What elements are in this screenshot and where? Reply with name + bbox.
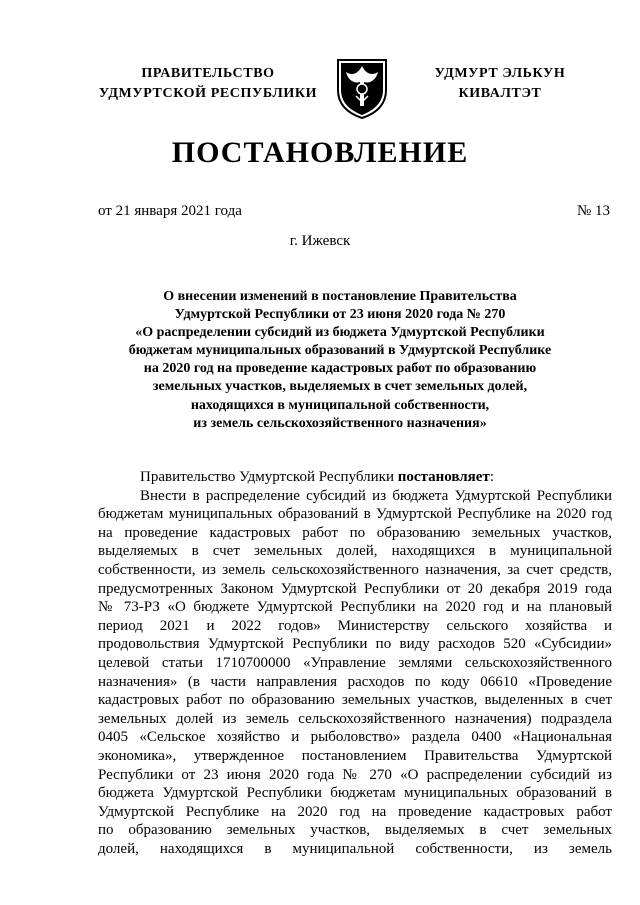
body-line: бюджетам муниципальных образований в Удмуртской Республике на 2020 год <box>98 506 612 523</box>
document-title: ПОСТАНОВЛЕНИЕ <box>171 136 469 169</box>
body-line: долей, находящихся в муниципальной собственности, из земель <box>98 840 612 857</box>
body-line: кадастровых работ по образованию земельных участков, выделенных в счет <box>98 692 612 709</box>
body-line: целевой статьи 1710700000 «Управление землями сельскохозяйственного <box>98 654 612 671</box>
body-line: экономика», утвержденное постановлением Правительства Удмуртской <box>98 747 612 764</box>
document-subject <box>100 288 580 433</box>
body-line: на проведение кадастровых работ по образованию земельных участков, <box>98 524 612 541</box>
document-city: г. Ижевск <box>289 233 351 249</box>
body-line: предусмотренных Законом Удмуртской Республики от 20 декабря 2019 года <box>98 580 612 597</box>
subject-line: на 2020 год на проведение кадастровых работ по образованию <box>143 361 537 377</box>
header-right-authority <box>420 64 580 104</box>
subject-line: О внесении изменений в постановление Правительства <box>163 289 517 304</box>
body-line: Республики от 23 июня 2020 года № 270 «О распределении субсидий из <box>98 766 612 783</box>
subject-line: «О распределении субсидий из бюджета Удмуртской Республики <box>135 325 545 341</box>
document-date: от 21 января 2021 года <box>98 203 242 219</box>
header-left-authority <box>98 64 318 104</box>
body-line: № 73-РЗ «О бюджете Удмуртской Республики на 2020 год и на плановый <box>98 599 612 616</box>
body-line: 0405 «Сельское хозяйство и рыболовство» раздела 0400 «Национальная <box>98 729 612 746</box>
body-line: выделяемых в счет земельных долей, находящихся в муниципальной <box>98 543 612 560</box>
body-line: собственности, из земель сельскохозяйственного назначения, за счет средств, <box>98 561 612 578</box>
body-intro-verb: постановляет <box>397 469 490 485</box>
document-number: № 13 <box>576 203 610 219</box>
body-line: Внести в распределение субсидий из бюджета Удмуртской Республики <box>140 487 612 504</box>
body-line: период 2021 и 2022 годов» Министерству сельского хозяйства и <box>98 617 612 634</box>
header-right-line-2: КИВАЛТЭТ <box>458 86 542 101</box>
body-line: бюджета Удмуртской Республики бюджетам муниципальных образований в <box>98 785 612 802</box>
header-left-line-1: ПРАВИТЕЛЬСТВО <box>141 66 275 81</box>
subject-line: Удмуртской Республики от 23 июня 2020 года № 270 <box>174 307 506 323</box>
subject-line: бюджетам муниципальных образований в Удмуртской Республике <box>128 343 552 359</box>
subject-line: из земель сельскохозяйственного назначения» <box>193 415 487 431</box>
body-intro <box>98 468 612 487</box>
body-line: Удмуртской Республике на 2020 год на проведение кадастровых работ <box>98 803 612 820</box>
body-intro-text: Правительство Удмуртской Республики <box>140 469 398 485</box>
body-intro-colon: : <box>489 469 494 485</box>
document-body <box>98 468 612 858</box>
body-line: по образованию земельных участков, выделяемых в счет земельных <box>98 822 612 839</box>
body-line: назначения» (в части направления расходов по коду 06610 «Проведение <box>98 673 612 690</box>
header-right-line-1: УДМУРТ ЭЛЬКУН <box>434 66 566 81</box>
header-left-line-2: УДМУРТСКОЙ РЕСПУБЛИКИ <box>98 86 318 101</box>
subject-line: находящихся в муниципальной собственности, <box>190 397 490 413</box>
body-line: продовольствия Удмуртской Республики по виду расходов 520 «Субсидии» <box>98 636 612 653</box>
subject-line: земельных участков, выделяемых в счет земельных долей, <box>152 379 528 395</box>
body-line: земельных долей из земель сельскохозяйственного назначения) подраздела <box>98 710 612 727</box>
udmurt-coat-of-arms-icon <box>334 56 390 120</box>
